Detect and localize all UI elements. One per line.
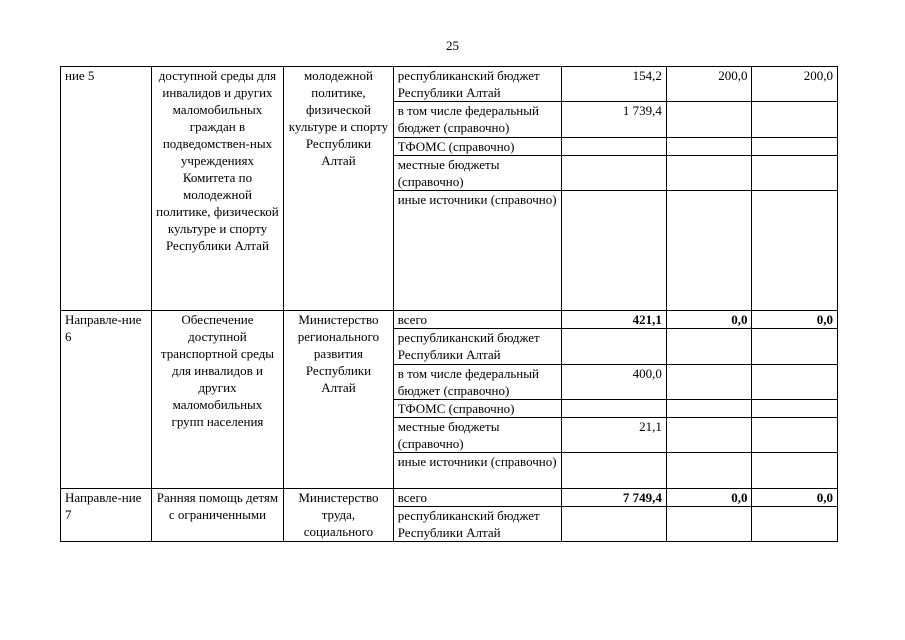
executor-name: Министерство регионального развития Республики Алтай xyxy=(284,311,394,489)
source-label: ТФОМС (справочно) xyxy=(393,138,561,156)
table-row xyxy=(61,489,838,507)
value-cell: 200,0 xyxy=(666,67,752,102)
value-cell: 0,0 xyxy=(752,311,838,329)
value-cell: 7 749,4 xyxy=(561,489,666,507)
value-cell xyxy=(666,507,752,542)
source-label: всего xyxy=(393,311,561,329)
value-cell: 200,0 xyxy=(752,67,838,102)
value-cell xyxy=(752,191,838,311)
value-cell: 154,2 xyxy=(561,67,666,102)
source-label: республиканский бюджет Республики Алтай xyxy=(393,67,561,102)
value-cell xyxy=(561,400,666,418)
value-cell: 0,0 xyxy=(666,489,752,507)
source-label: местные бюджеты (справочно) xyxy=(393,156,561,191)
value-cell xyxy=(666,102,752,138)
value-cell xyxy=(752,400,838,418)
source-label: всего xyxy=(393,489,561,507)
value-cell xyxy=(666,138,752,156)
source-label: в том числе федеральный бюджет (справочно) xyxy=(393,365,561,400)
value-cell xyxy=(752,102,838,138)
measure-name: доступной среды для инвалидов и других маломобильных граждан в подведомствен-ных учреждениях Комитета по молодежной политике, физической культуре и спорту Республики Алтай xyxy=(151,67,283,311)
value-cell: 21,1 xyxy=(561,418,666,453)
value-cell: 400,0 xyxy=(561,365,666,400)
value-cell xyxy=(752,418,838,453)
direction-label: Направле-ние 6 xyxy=(61,311,152,489)
funding-table xyxy=(60,66,838,542)
value-cell xyxy=(561,453,666,489)
page-number: 25 xyxy=(446,38,459,53)
source-label: в том числе федеральный бюджет (справочно) xyxy=(393,102,561,138)
value-cell xyxy=(752,365,838,400)
table-row xyxy=(61,67,838,102)
direction-label: Направле-ние 7 xyxy=(61,489,152,542)
value-cell: 1 739,4 xyxy=(561,102,666,138)
value-cell xyxy=(752,138,838,156)
value-cell: 421,1 xyxy=(561,311,666,329)
value-cell xyxy=(561,507,666,542)
direction-label: ние 5 xyxy=(61,67,152,311)
source-label: местные бюджеты (справочно) xyxy=(393,418,561,453)
value-cell xyxy=(752,156,838,191)
value-cell xyxy=(561,329,666,365)
value-cell xyxy=(561,191,666,311)
value-cell xyxy=(561,138,666,156)
source-label: иные источники (справочно) xyxy=(393,191,561,311)
source-label: республиканский бюджет Республики Алтай xyxy=(393,507,561,542)
value-cell xyxy=(666,329,752,365)
value-cell xyxy=(666,191,752,311)
value-cell: 0,0 xyxy=(666,311,752,329)
source-label: иные источники (справочно) xyxy=(393,453,561,489)
value-cell: 0,0 xyxy=(752,489,838,507)
value-cell xyxy=(666,156,752,191)
measure-name: Обеспечение доступной транспортной среды для инвалидов и других маломобильных групп населения xyxy=(151,311,283,489)
source-label: республиканский бюджет Республики Алтай xyxy=(393,329,561,365)
value-cell xyxy=(752,453,838,489)
executor-name: молодежной политике, физической культуре и спорту Республики Алтай xyxy=(284,67,394,311)
value-cell xyxy=(666,400,752,418)
value-cell xyxy=(752,507,838,542)
value-cell xyxy=(666,453,752,489)
value-cell xyxy=(666,365,752,400)
table-row xyxy=(61,311,838,329)
executor-name: Министерство труда, социального xyxy=(284,489,394,542)
value-cell xyxy=(752,329,838,365)
value-cell xyxy=(561,156,666,191)
source-label: ТФОМС (справочно) xyxy=(393,400,561,418)
measure-name: Ранняя помощь детям с ограниченными xyxy=(151,489,283,542)
value-cell xyxy=(666,418,752,453)
